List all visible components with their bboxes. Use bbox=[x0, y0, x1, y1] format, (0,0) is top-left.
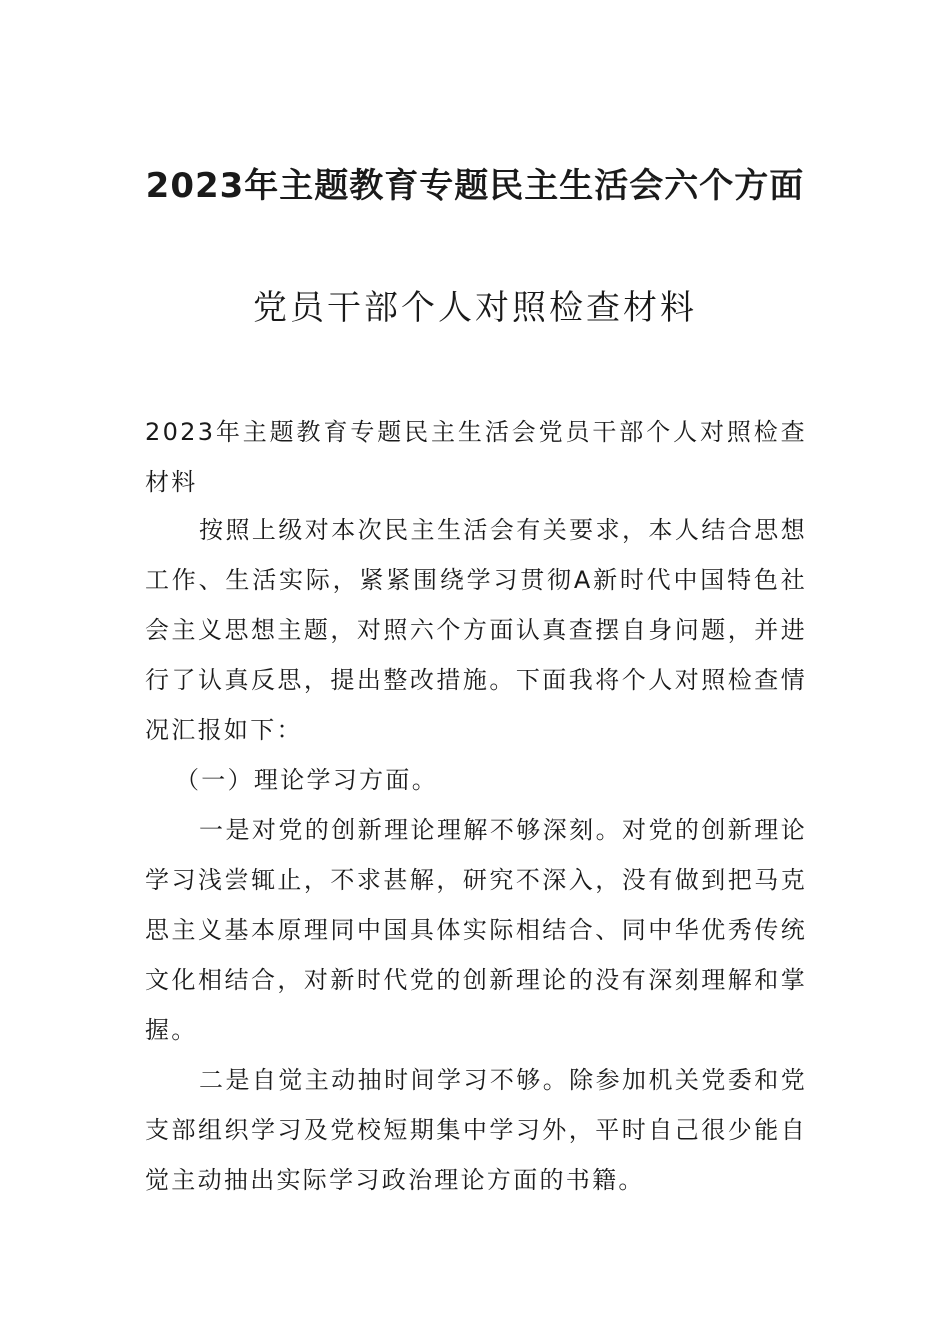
intro-paragraph: 按照上级对本次民主生活会有关要求，本人结合思想工作、生活实际，紧紧围绕学习贯彻A新时代中国特色社会主义思想主题，对照六个方面认真查摆自身问题，并进行了认真反思，提出整改措施。下面我将个人对照检查情况汇报如下： bbox=[145, 516, 807, 744]
section-item-paragraph: 一是对党的创新理论理解不够深刻。对党的创新理论学习浅尝辄止，不求甚解，研究不深入，没有做到把马克思主义基本原理同中国具体实际相结合、同中华优秀传统文化相结合，对新时代党的创新理论的没有深刻理解和掌握。 bbox=[145, 816, 807, 1044]
document-title-line1: 2023年主题教育专题民主生活会六个方面 bbox=[145, 166, 805, 206]
document-title-line2: 党员干部个人对照检查材料 bbox=[253, 288, 697, 328]
document-subtitle: 2023年主题教育专题民主生活会党员干部个人对照检查材料 bbox=[145, 418, 807, 496]
section-heading-theory-study: （一）理论学习方面。 bbox=[175, 766, 438, 794]
section-item-paragraph: 二是自觉主动抽时间学习不够。除参加机关党委和党支部组织学习及党校短期集中学习外，平时自己很少能自觉主动抽出实际学习政治理论方面的书籍。 bbox=[145, 1066, 807, 1194]
